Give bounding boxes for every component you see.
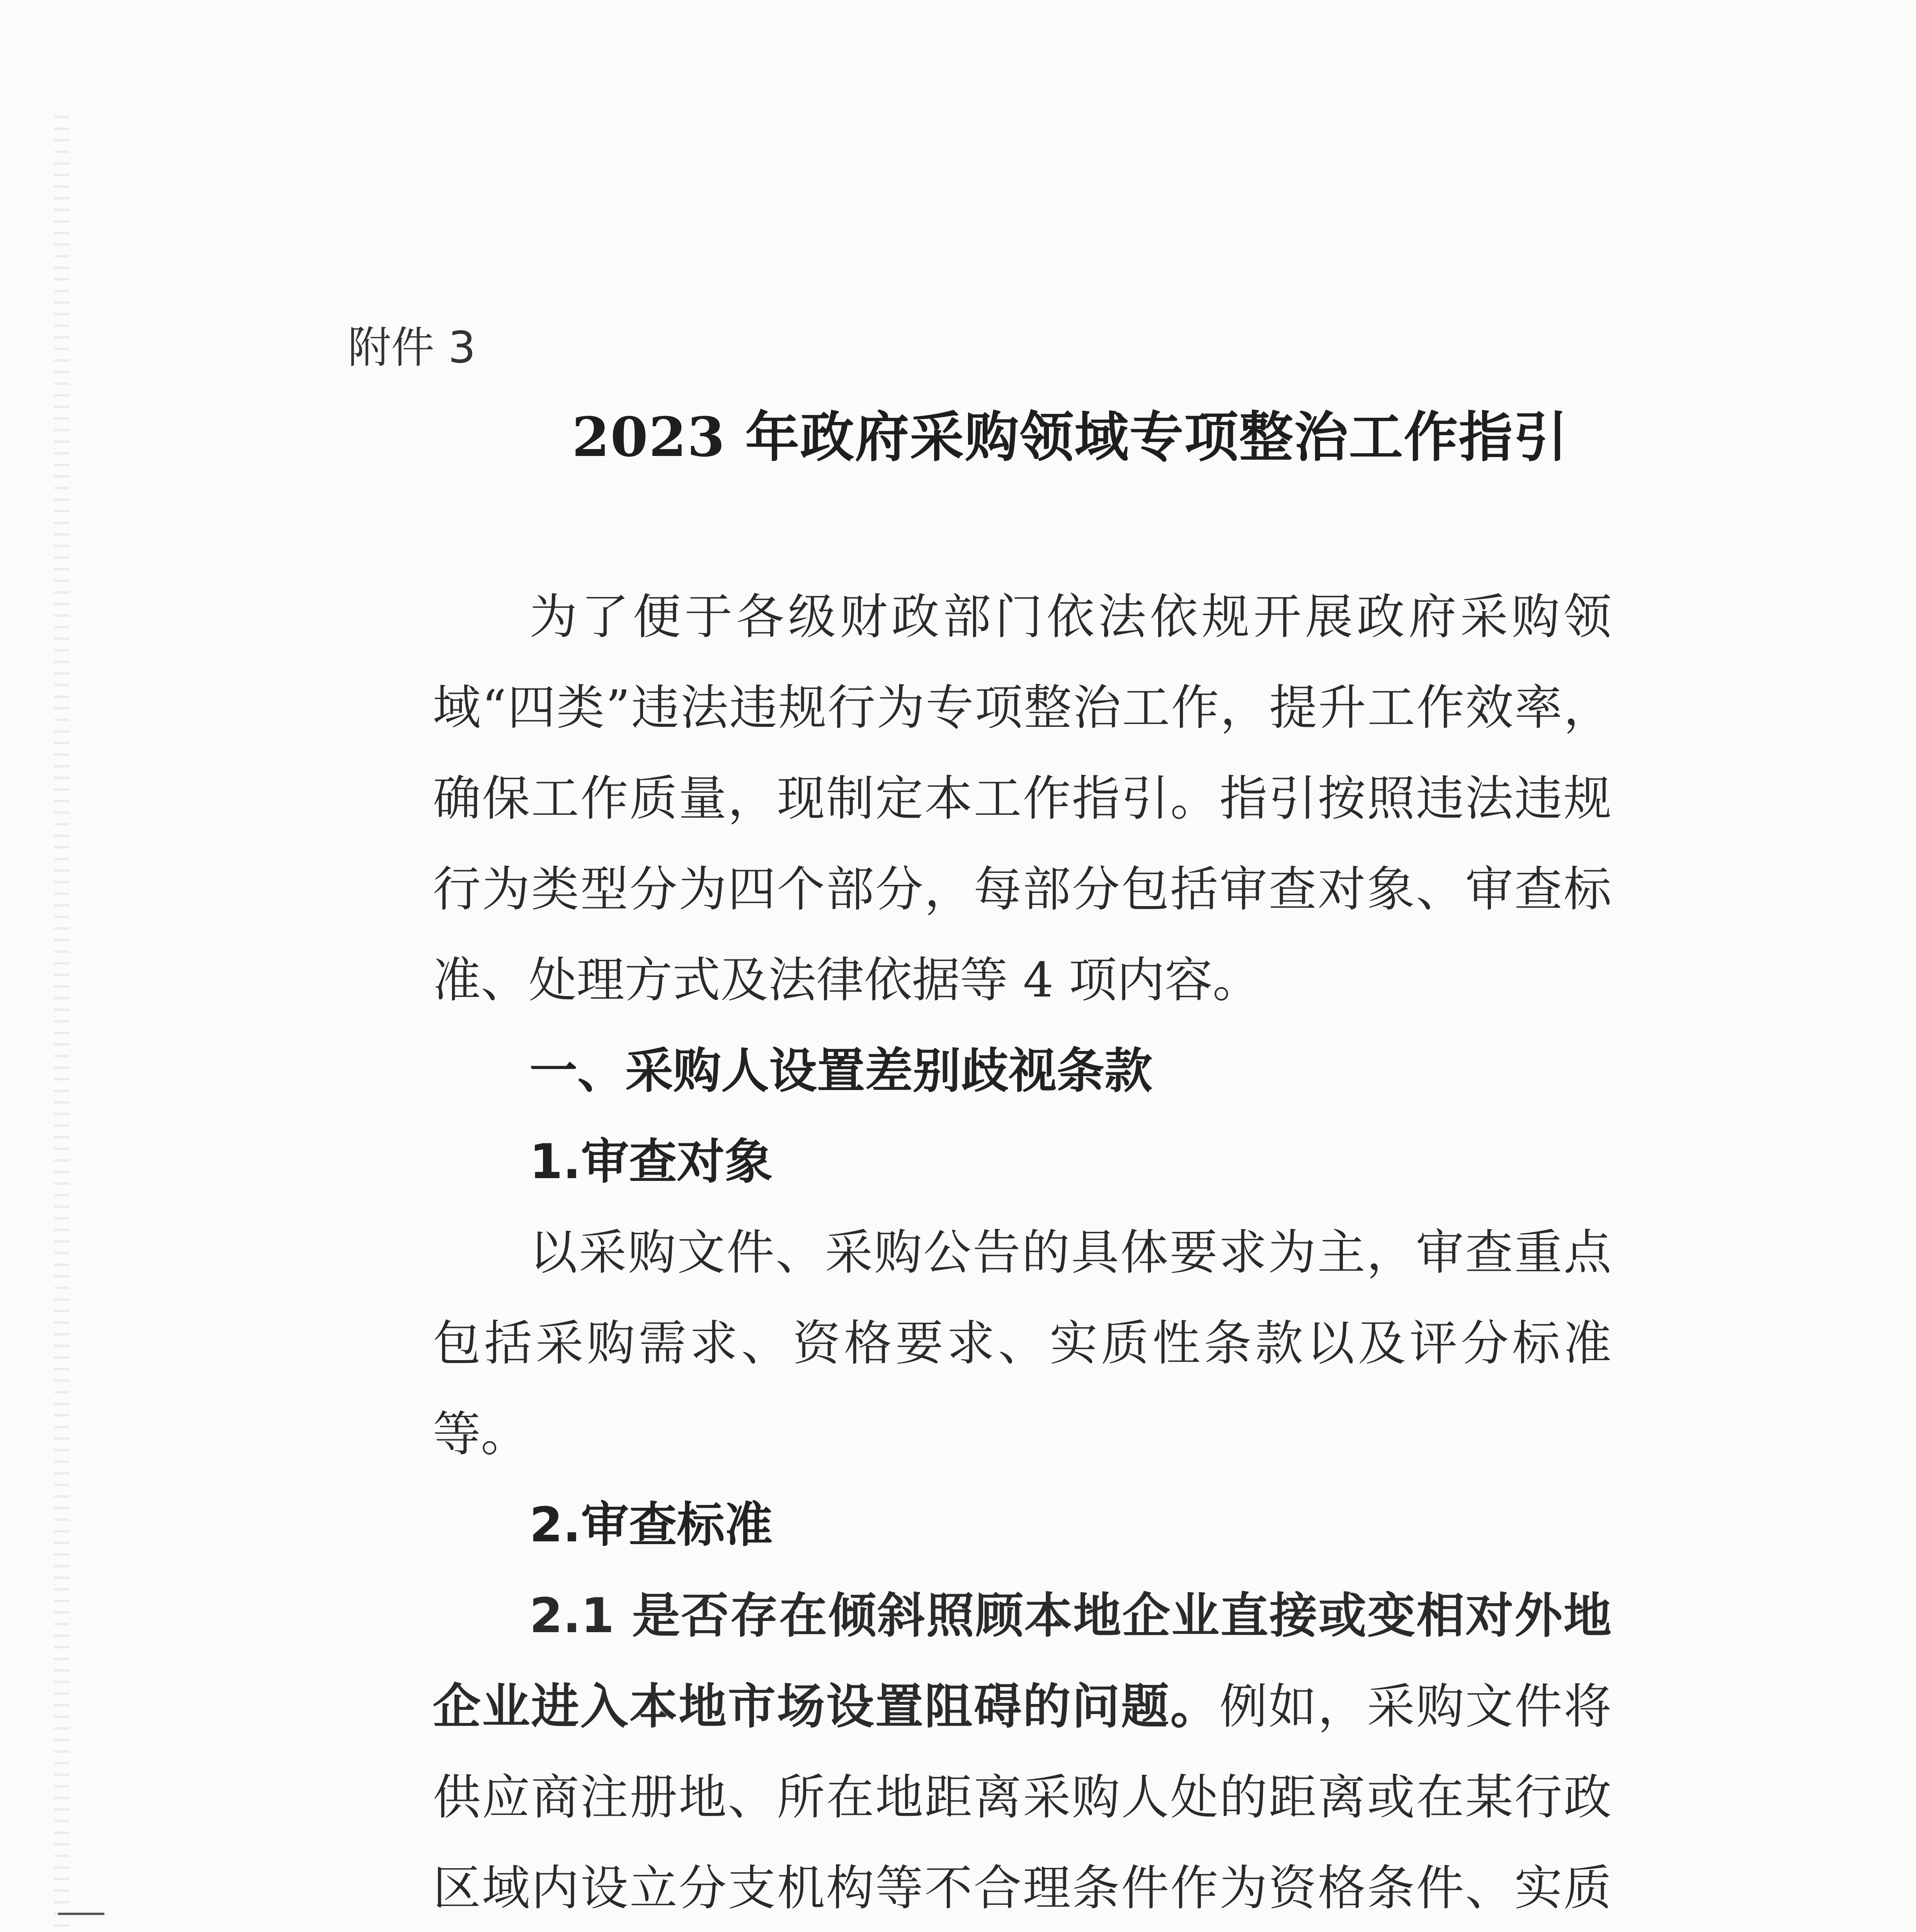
document-body — [433, 572, 1611, 1932]
document-title: 2023 年政府采购领域专项整治工作指引 — [572, 406, 1569, 469]
binding-edge — [54, 116, 70, 1932]
attachment-label: 附件 3 — [348, 323, 476, 373]
subsection-heading-review-standard: 2.审查标准 — [529, 1497, 773, 1553]
binding-mark-top — [58, 1913, 104, 1915]
review-object-paragraph: 以采购文件、采购公告的具体要求为主，审查重点包括采购需求、资格要求、实质性条款以及评分标准等。 — [433, 1225, 1611, 1462]
standard-item-2-1-lead: 2.1 是否存在倾斜照顾本地企业直接或变相对外地企业进入本地市场设置阻碍的问题。 — [433, 1588, 1611, 1735]
standard-item-2-1 — [433, 1571, 1611, 1932]
section-heading-1: 一、采购人设置差别歧视条款 — [529, 1043, 1153, 1099]
standard-item-2-1-text: 例如，采购文件将供应商注册地、所在地距离采购人处的距离或在某行政区域内设立分支机构等不合理条件作为资格条件、实质 — [433, 1679, 1611, 1916]
intro-paragraph: 为了便于各级财政部门依法依规开展政府采购领域“四类”违法违规行为专项整治工作，提升工作效率，确保工作质量，现制定本工作指引。指引按照违法违规行为类型分为四个部分，每部分包括审查对象、审查标准、处理方式及法律依据等 4 项内容。 — [433, 589, 1611, 1008]
subsection-heading-review-object: 1.审查对象 — [529, 1134, 773, 1190]
